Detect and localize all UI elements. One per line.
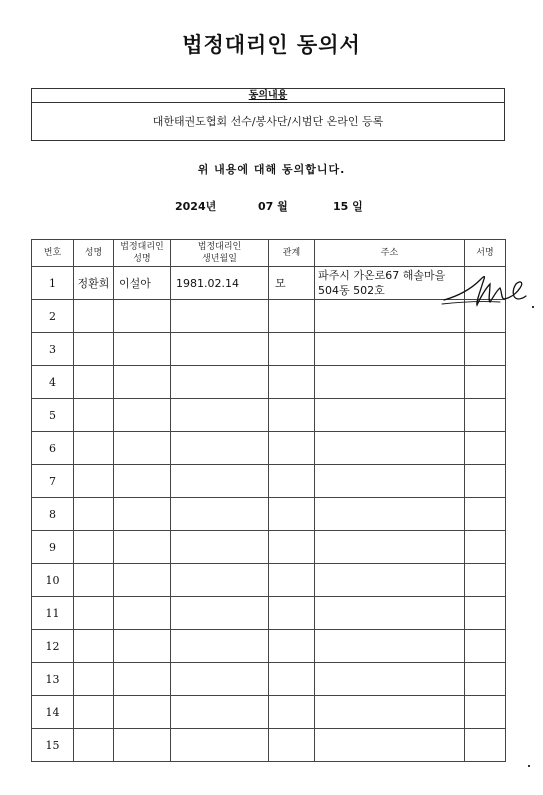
table-row [32, 300, 506, 333]
table-row [32, 366, 506, 399]
row-number: 3 [32, 333, 74, 366]
table-row [32, 531, 506, 564]
cell-signature [465, 597, 506, 630]
cell-relation [269, 597, 315, 630]
cell-rep-birth: 1981.02.14 [171, 267, 269, 300]
consent-header [32, 89, 504, 103]
table-row [32, 498, 506, 531]
cell-name [74, 300, 114, 333]
cell-rep-name: 이설아 [114, 267, 171, 300]
date-year: 2024년 [175, 200, 217, 213]
cell-address [315, 366, 465, 399]
cell-rep-name [114, 630, 171, 663]
cell-relation [269, 399, 315, 432]
cell-relation [269, 498, 315, 531]
table-row [32, 465, 506, 498]
header-name: 성명 [74, 240, 114, 267]
cell-name [74, 696, 114, 729]
cell-rep-birth [171, 564, 269, 597]
row-number: 1 [32, 267, 74, 300]
cell-name [74, 465, 114, 498]
cell-address [315, 498, 465, 531]
scan-speck [532, 306, 534, 308]
cell-address [315, 465, 465, 498]
cell-rep-name [114, 663, 171, 696]
cell-rep-name [114, 531, 171, 564]
cell-name [74, 531, 114, 564]
cell-rep-birth [171, 696, 269, 729]
cell-name [74, 663, 114, 696]
cell-address [315, 399, 465, 432]
cell-address [315, 630, 465, 663]
table-row [32, 696, 506, 729]
table-row [32, 630, 506, 663]
cell-name [74, 366, 114, 399]
consent-header-label: 동의내용 [248, 90, 288, 101]
agreement-statement: 위 내용에 대해 동의합니다. [197, 163, 346, 176]
cell-rep-name [114, 498, 171, 531]
cell-relation [269, 564, 315, 597]
cell-signature [465, 531, 506, 564]
cell-signature [465, 630, 506, 663]
cell-rep-birth [171, 465, 269, 498]
table-row [32, 432, 506, 465]
cell-signature [465, 432, 506, 465]
cell-relation: 모 [269, 267, 315, 300]
header-rep-name: 법정대리인 성명 [114, 240, 171, 267]
cell-rep-name [114, 465, 171, 498]
address-line: 파주시 가온로67 해솔마을 [318, 269, 446, 282]
cell-rep-name [114, 696, 171, 729]
cell-signature [465, 498, 506, 531]
table-row [32, 399, 506, 432]
cell-address [315, 729, 465, 762]
cell-rep-name [114, 366, 171, 399]
row-number: 11 [32, 597, 74, 630]
table-row [32, 597, 506, 630]
cell-address [315, 432, 465, 465]
row-number: 4 [32, 366, 74, 399]
cell-rep-name [114, 729, 171, 762]
document-title: 법정대리인 동의서 [182, 33, 361, 57]
cell-rep-birth [171, 498, 269, 531]
cell-name [74, 564, 114, 597]
cell-rep-name [114, 333, 171, 366]
table-row [32, 267, 506, 300]
cell-rep-birth [171, 300, 269, 333]
date-day: 15 일 [333, 200, 363, 213]
cell-rep-birth [171, 432, 269, 465]
cell-signature [465, 465, 506, 498]
table-row [32, 663, 506, 696]
cell-rep-birth [171, 399, 269, 432]
date-month: 07 월 [258, 200, 288, 213]
header-relation: 관계 [269, 240, 315, 267]
cell-relation [269, 432, 315, 465]
cell-relation [269, 696, 315, 729]
cell-address [315, 531, 465, 564]
cell-name [74, 333, 114, 366]
cell-rep-name [114, 300, 171, 333]
row-number: 6 [32, 432, 74, 465]
cell-name [74, 399, 114, 432]
header-address: 주소 [315, 240, 465, 267]
cell-relation [269, 366, 315, 399]
scan-speck [528, 765, 530, 767]
row-number: 14 [32, 696, 74, 729]
cell-name: 정환희 [74, 267, 114, 300]
cell-signature [465, 663, 506, 696]
cell-signature [465, 696, 506, 729]
signature-mark [440, 268, 530, 310]
row-number: 5 [32, 399, 74, 432]
table-row [32, 564, 506, 597]
cell-relation [269, 729, 315, 762]
row-number: 9 [32, 531, 74, 564]
cell-name [74, 432, 114, 465]
cell-relation [269, 300, 315, 333]
row-number: 8 [32, 498, 74, 531]
cell-rep-birth [171, 597, 269, 630]
cell-address [315, 597, 465, 630]
address-line: 504동 502호 [318, 284, 385, 297]
cell-signature [465, 564, 506, 597]
cell-rep-birth [171, 366, 269, 399]
cell-rep-name [114, 432, 171, 465]
cell-rep-birth [171, 531, 269, 564]
table-header-row [32, 240, 506, 267]
roster-table [31, 239, 506, 762]
cell-name [74, 729, 114, 762]
cell-relation [269, 531, 315, 564]
row-number: 10 [32, 564, 74, 597]
row-number: 12 [32, 630, 74, 663]
row-number: 7 [32, 465, 74, 498]
cell-relation [269, 333, 315, 366]
cell-rep-birth [171, 729, 269, 762]
cell-name [74, 498, 114, 531]
cell-relation [269, 630, 315, 663]
cell-signature [465, 399, 506, 432]
cell-rep-name [114, 597, 171, 630]
cell-signature [465, 333, 506, 366]
cell-address [315, 696, 465, 729]
header-rep-birth: 법정대리인 생년월일 [171, 240, 269, 267]
cell-relation [269, 465, 315, 498]
cell-address [315, 663, 465, 696]
consent-box [31, 88, 505, 141]
cell-relation [269, 663, 315, 696]
header-no: 번호 [32, 240, 74, 267]
cell-signature [465, 729, 506, 762]
cell-rep-birth [171, 630, 269, 663]
cell-address [315, 564, 465, 597]
cell-name [74, 597, 114, 630]
cell-signature [465, 366, 506, 399]
row-number: 13 [32, 663, 74, 696]
cell-rep-birth [171, 333, 269, 366]
consent-content: 대한태권도협회 선수/봉사단/시범단 온라인 등록 [152, 115, 384, 128]
table-row [32, 333, 506, 366]
cell-rep-birth [171, 663, 269, 696]
header-signature: 서명 [465, 240, 506, 267]
cell-address [315, 333, 465, 366]
cell-rep-name [114, 564, 171, 597]
table-row [32, 729, 506, 762]
cell-rep-name [114, 399, 171, 432]
cell-name [74, 630, 114, 663]
row-number: 15 [32, 729, 74, 762]
row-number: 2 [32, 300, 74, 333]
